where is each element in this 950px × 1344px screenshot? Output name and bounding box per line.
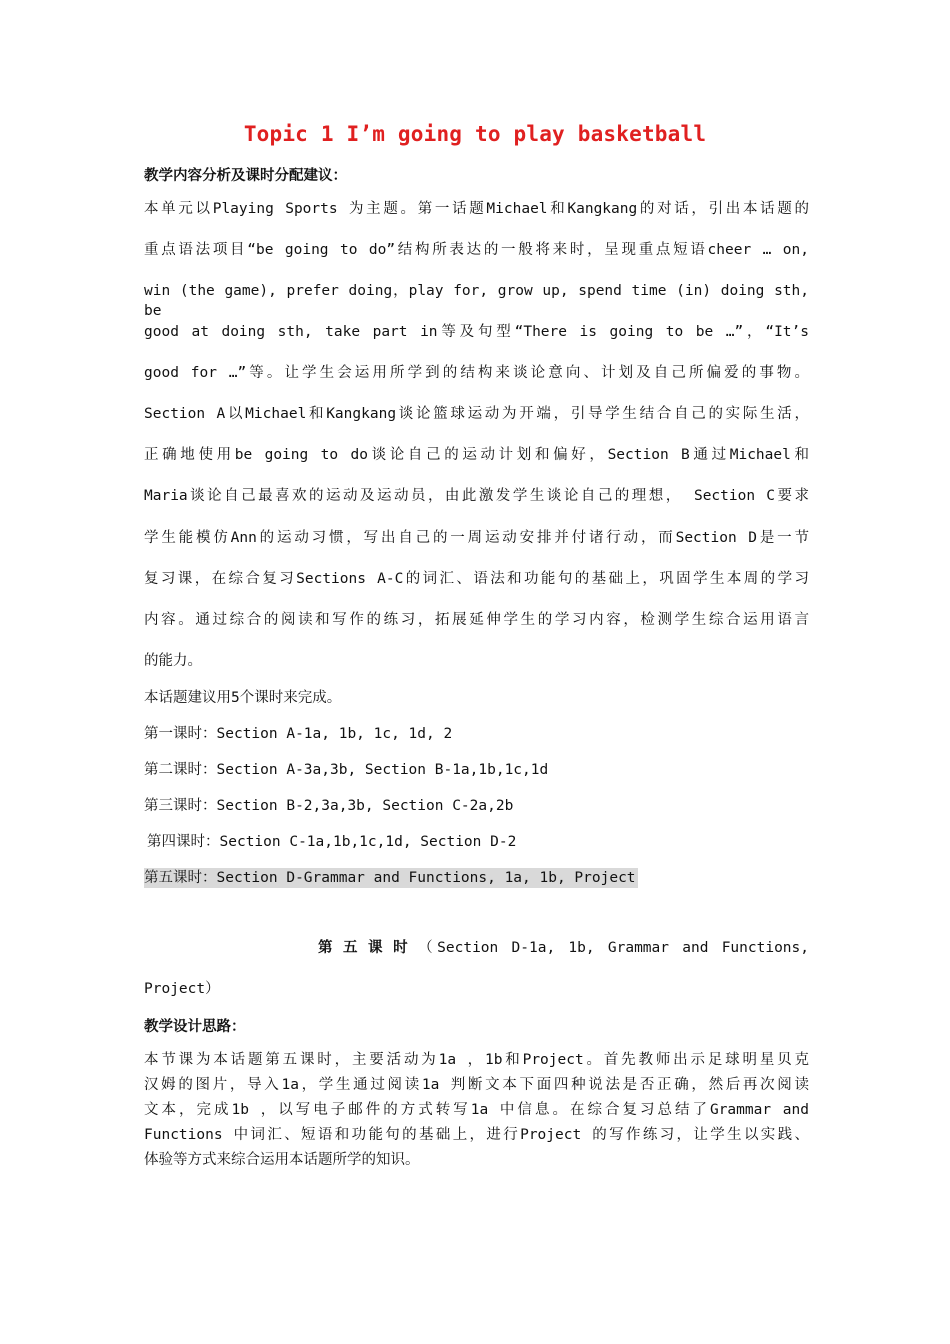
paragraph-line: 学生能模仿Ann的运动习惯，写出自己的一周运动安排并付诸行动，而Section D是一节 xyxy=(144,530,809,546)
paragraph-line: Section A以Michael和Kangkang谈论篮球运动为开端，引导学生结合自己的实际生活， xyxy=(144,406,809,422)
paragraph-line: 重点语法项目“be going to do”结构所表达的一般将来时，呈现重点短语cheer … on, xyxy=(144,242,809,258)
highlighted-text: 第五课时：Section D-Grammar and Functions, 1a, 1b, Project xyxy=(144,870,636,886)
design-line: 体验等方式来综合运用本话题所学的知识。 xyxy=(144,1152,420,1168)
suggestion-text: 本话题建议用5个课时来完成。 xyxy=(144,690,342,706)
paragraph-line: win (the game), prefer doing，play for, grow up, spend time (in) doing sth, be xyxy=(144,283,809,319)
design-line: 文本，完成1b ，以写电子邮件的方式转写1a 中信息。在综合复习总结了Grammar and xyxy=(144,1102,809,1118)
design-line: 汉姆的图片，导入1a，学生通过阅读1a 判断文本下面四种说法是否正确，然后再次阅读 xyxy=(144,1077,809,1093)
paragraph-line: 正确地使用be going to do谈论自己的运动计划和偏好，Section B通过Michael和 xyxy=(144,447,809,463)
paragraph-line: Maria谈论自己最喜欢的运动及运动员，由此激发学生谈论自己的理想， Section C要求 xyxy=(144,488,809,504)
lesson-heading-bold: 第五课时 xyxy=(318,940,419,956)
paragraph-line: 复习课，在综合复习Sections A-C的词汇、语法和功能句的基础上，巩固学生本周的学习 xyxy=(144,571,809,587)
period-item: 第二课时：Section A-3a,3b, Section B-1a,1b,1c,1d xyxy=(144,762,549,778)
paragraph-line: good for …”等。让学生会运用所学到的结构来谈论意向、计划及自己所偏爱的事物。 xyxy=(144,365,809,381)
paragraph-line: 本单元以Playing Sports 为主题。第一话题Michael和Kangkang的对话，引出本话题的 xyxy=(144,201,809,217)
design-line: 本节课为本话题第五课时，主要活动为1a ，1b和Project。首先教师出示足球明星贝克 xyxy=(144,1052,809,1068)
design-line: Functions 中词汇、短语和功能句的基础上，进行Project 的写作练习，让学生以实践、 xyxy=(144,1127,809,1143)
lesson-heading-continuation: Project） xyxy=(144,981,220,997)
lesson-heading-rest: （Section D-1a, 1b, Grammar and Functions, xyxy=(418,940,809,956)
period-item-highlighted xyxy=(144,868,809,888)
section-heading-design: 教学设计思路： xyxy=(144,1019,246,1035)
period-item: 第三课时：Section B-2,3a,3b, Section C-2a,2b xyxy=(144,798,514,814)
lesson-heading xyxy=(318,938,809,958)
paragraph-line: 内容。通过综合的阅读和写作的练习，拓展延伸学生的学习内容，检测学生综合运用语言 xyxy=(144,612,809,628)
paragraph-line: good at doing sth, take part in等及句型“There is going to be …”，“It’s xyxy=(144,324,809,340)
page-title: Topic 1 I’m going to play basketball xyxy=(243,122,707,146)
period-item: 第一课时：Section A-1a, 1b, 1c, 1d, 2 xyxy=(144,726,453,742)
section-heading-analysis: 教学内容分析及课时分配建议： xyxy=(144,168,347,184)
paragraph-line: 的能力。 xyxy=(144,653,202,669)
period-item: 第四课时：Section C-1a,1b,1c,1d, Section D-2 xyxy=(147,834,517,850)
